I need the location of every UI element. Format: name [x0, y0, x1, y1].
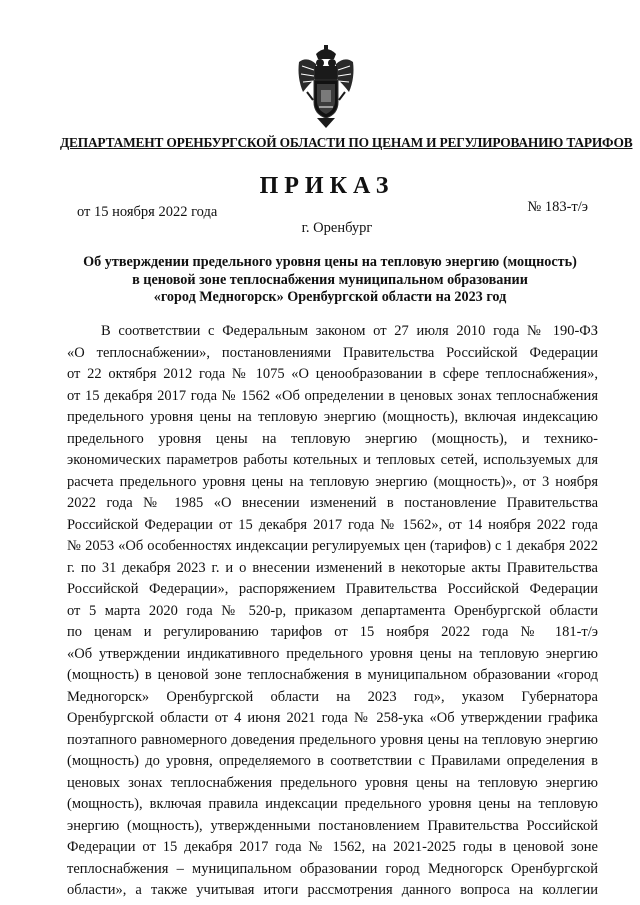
- body-line: «Об утверждении индикативного предельного уровня цены на тепловую энергию: [67, 645, 598, 662]
- body-line: предельного уровня цены на тепловую энергию (мощность), включая индексацию: [67, 409, 598, 425]
- body-line: В соответствии с Федеральным законом от 27 июля 2010 года № 190-ФЗ: [101, 323, 598, 339]
- order-heading: [70, 254, 590, 307]
- body-line: Российской Федерации», распоряжением Правительства Российской Федерации: [67, 581, 598, 597]
- body-line: по ценам и регулированию тарифов от 15 ноября 2022 года № 181-т/э: [67, 624, 598, 640]
- body-line: Российской Федерации от 15 декабря 2017 года № 1562», от 14 ноября 2022 года: [67, 516, 598, 533]
- body-line: № 2053 «Об особенностях индексации регулируемых цен (тарифов) с 1 декабря 2022: [67, 538, 598, 554]
- body-line: от 15 декабря 2017 года № 1562 «Об определении в ценовых зонах теплоснабжения: [67, 387, 598, 404]
- body-line: от 22 октября 2012 года № 1075 «О ценообразовании в сфере теплоснабжения»,: [67, 366, 598, 382]
- body-line: ценовых зонах теплоснабжения предельного уровня цены на тепловую энергию: [67, 774, 598, 791]
- body-line: Оренбургской области от 4 июня 2021 года № 258-ука «Об утверждении графика: [67, 710, 598, 726]
- body-line: (мощность) в ценовой зоне теплоснабжения в муниципальном образовании «город: [67, 667, 598, 683]
- body-line: предельного уровня цены на тепловую энергию (мощность), и технико-: [67, 430, 598, 447]
- body-line: экономических параметров работы котельных и тепловых сетей, используемых для: [67, 452, 598, 468]
- department-name: ДЕПАРТАМЕНТ ОРЕНБУРГСКОЙ ОБЛАСТИ ПО ЦЕНАМ И РЕГУЛИРОВАНИЮ ТАРИФОВ: [60, 135, 633, 150]
- body-line: области», а также учитывая итоги рассмотрения данного вопроса на коллегии: [67, 882, 598, 898]
- body-line: поэтапного равномерного доведения предельного уровня цены на тепловую энергию: [67, 731, 598, 748]
- order-date: от 15 ноября 2022 года: [77, 204, 218, 220]
- coat-of-arms-icon: [295, 44, 357, 130]
- body-line: «О теплоснабжении», постановлениями Правительства Российской Федерации: [67, 344, 598, 361]
- body-line: энергию (мощность), утвержденными постановлением Правительства Российской: [67, 817, 598, 834]
- body-line: (мощность), включая правила индексации предельного уровня цены на тепловую: [67, 796, 598, 812]
- body-line: от 5 марта 2020 года № 520-р, приказом департамента Оренбургской области: [67, 602, 598, 619]
- body-line: Федерации от 15 декабря 2017 года № 1562, на 2021-2025 годы в ценовой зоне: [67, 839, 598, 855]
- body-line: Медногорск» Оренбургской области на 2023 год», указом Губернатора: [67, 688, 598, 705]
- heading-line: Об утверждении предельного уровня цены на тепловую энергию (мощность): [83, 254, 577, 270]
- body-line: теплоснабжения – муниципальном образовании город Медногорск Оренбургской: [67, 860, 598, 877]
- body-line: г. по 31 декабря 2023 г. и о внесении изменений в некоторые акты Правительства: [67, 559, 598, 576]
- heading-line: «город Медногорск» Оренбургской области на 2023 год: [153, 289, 507, 305]
- order-title: ПРИКАЗ: [259, 173, 395, 199]
- body-line: расчета предельного уровня цены на тепловую энергию (мощность)», от 3 ноября: [67, 473, 598, 490]
- order-city: г. Оренбург: [301, 220, 373, 236]
- body-line: (мощность) до уровня, определяемого в соответствии с Правилами определения в: [67, 753, 598, 769]
- order-number: № 183-т/э: [527, 199, 588, 215]
- body-line: 2022 года № 1985 «О внесении изменений в постановление Правительства: [67, 495, 598, 511]
- order-body: [67, 321, 598, 902]
- heading-line: в ценовой зоне теплоснабжения муниципальном образовании: [132, 271, 528, 288]
